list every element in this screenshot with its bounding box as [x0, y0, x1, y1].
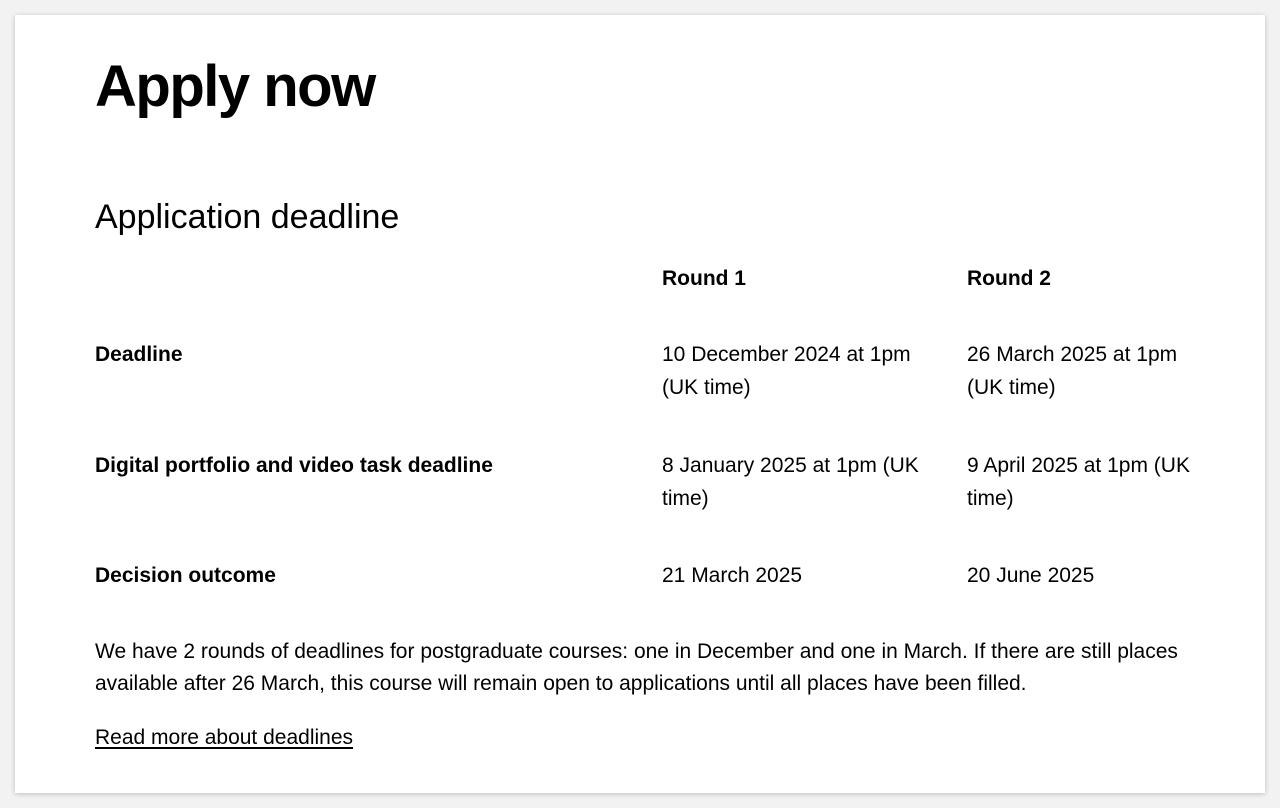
table-header-row [95, 262, 1215, 338]
page-title: Apply now [95, 54, 375, 119]
round-1-value: 21 March 2025 [662, 564, 803, 587]
row-label: Decision outcome [95, 564, 276, 587]
round-2-value: 20 June 2025 [967, 564, 1095, 587]
round-2-value: 26 March 2025 at 1pm (UK time) [967, 343, 1178, 399]
deadlines-note: We have 2 rounds of deadlines for postgraduate courses: one in December and one in March. If there are still places available after 26 March, this course will remain open to applications until all places have been filled. [95, 640, 1178, 695]
round-1-value: 10 December 2024 at 1pm (UK time) [662, 343, 911, 399]
round-1-value: 8 January 2025 at 1pm (UK time) [662, 454, 919, 510]
section-heading: Application deadline [95, 198, 400, 236]
table-row [95, 449, 1215, 559]
deadlines-table [95, 262, 1215, 599]
table-row [95, 559, 1215, 599]
table-header-round-2: Round 2 [967, 267, 1051, 290]
table-row [95, 338, 1215, 449]
content-card [15, 15, 1265, 793]
read-more-deadlines-link[interactable]: Read more about deadlines [95, 726, 354, 749]
row-label: Deadline [95, 343, 183, 366]
table-header-round-1: Round 1 [662, 267, 746, 290]
round-2-value: 9 April 2025 at 1pm (UK time) [967, 454, 1190, 510]
table-header-empty [95, 262, 662, 338]
row-label: Digital portfolio and video task deadline [95, 454, 493, 477]
